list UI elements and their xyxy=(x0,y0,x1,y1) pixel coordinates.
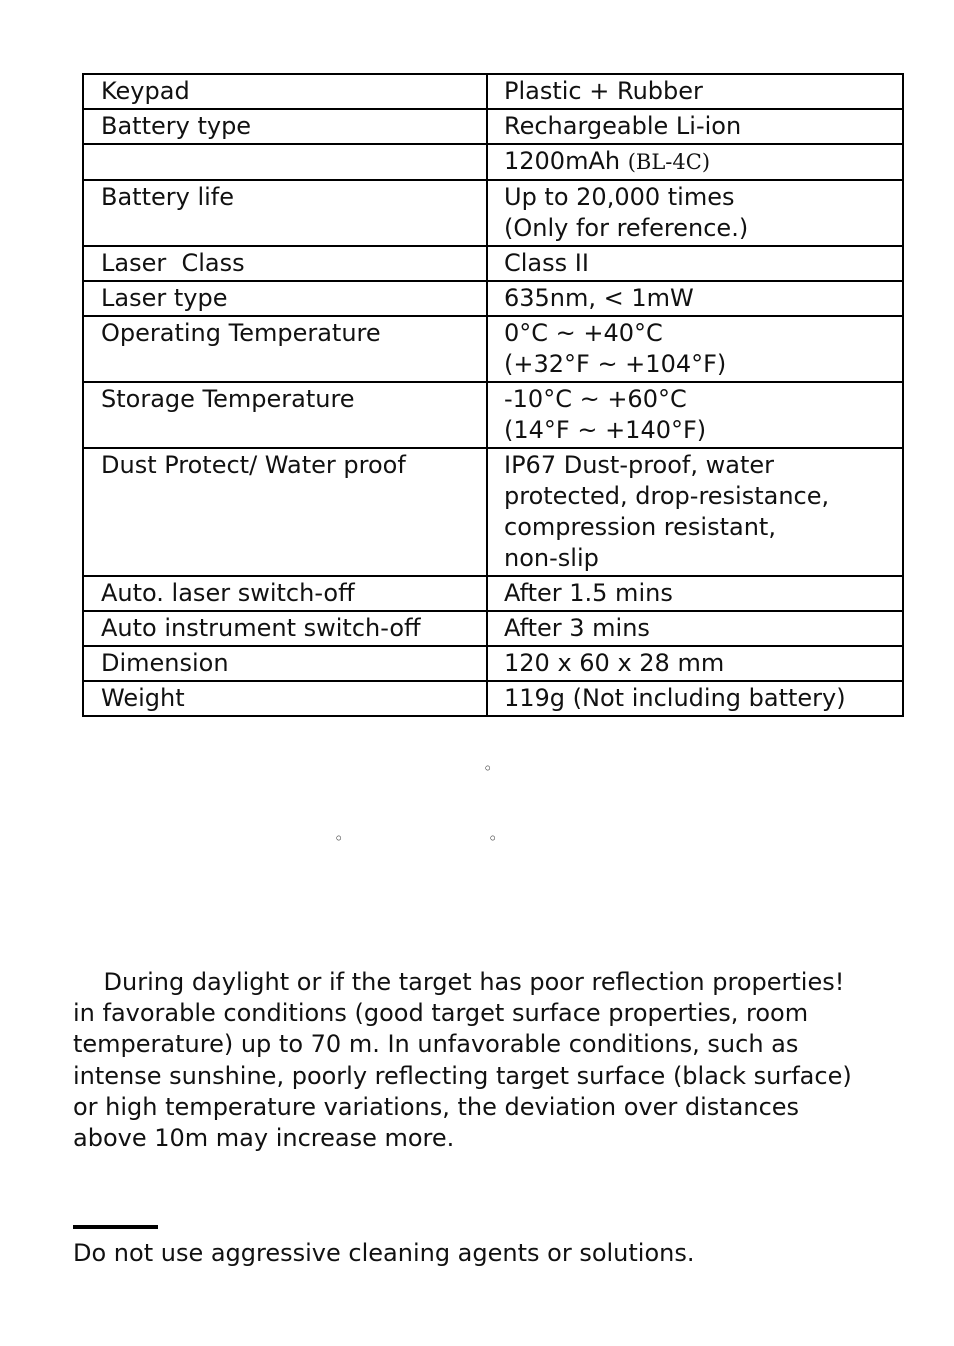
spec-row xyxy=(83,109,903,144)
spec-value xyxy=(487,382,903,448)
spec-label: Storage Temperature xyxy=(83,382,487,448)
spec-value-line: Plastic + Rubber xyxy=(504,77,703,105)
spec-row xyxy=(83,681,903,716)
spec-value-line: After 1.5 mins xyxy=(504,579,673,607)
spec-value-line: (+32°F ~ +104°F) xyxy=(504,350,727,378)
small-circle-mark: ◦ xyxy=(483,759,493,778)
spec-row xyxy=(83,382,903,448)
spec-value xyxy=(487,109,903,144)
spec-row xyxy=(83,144,903,180)
spec-label xyxy=(83,144,487,180)
spec-value-line: 635nm, < 1mW xyxy=(504,284,694,312)
spec-row xyxy=(83,246,903,281)
spec-row xyxy=(83,448,903,576)
battery-model-note: (BL-4C) xyxy=(627,150,711,174)
spec-label: Weight xyxy=(83,681,487,716)
spec-value-line: (Only for reference.) xyxy=(504,214,749,242)
spec-value xyxy=(487,448,903,576)
spec-value-line: Rechargeable Li-ion xyxy=(504,112,742,140)
specifications-table-body xyxy=(83,74,903,716)
paragraph-line: above 10m may increase more. xyxy=(73,1124,455,1153)
paragraph-line: temperature) up to 70 m. In unfavorable conditions, such as xyxy=(73,1030,799,1059)
spec-value-line: protected, drop-resistance, xyxy=(504,482,830,510)
spec-value xyxy=(487,576,903,611)
spec-value xyxy=(487,316,903,382)
spec-value-text: 1200mAh xyxy=(504,147,628,175)
spec-value xyxy=(487,611,903,646)
spec-value-line: 119g (Not including battery) xyxy=(504,684,846,712)
spec-value-line: 0°C ~ +40°C xyxy=(504,319,663,347)
spec-label: Laser type xyxy=(83,281,487,316)
specifications-table xyxy=(82,73,904,717)
spec-row xyxy=(83,180,903,246)
spec-label: Battery life xyxy=(83,180,487,246)
spec-value xyxy=(487,281,903,316)
paragraph-line: or high temperature variations, the deviation over distances xyxy=(73,1092,800,1121)
spec-value-line: 120 x 60 x 28 mm xyxy=(504,649,725,677)
spec-value-line: Class II xyxy=(504,249,589,277)
spec-label: Battery type xyxy=(83,109,487,144)
spec-row xyxy=(83,281,903,316)
spec-value-line: Up to 20,000 times xyxy=(504,183,735,211)
spec-value-line: IP67 Dust-proof, water xyxy=(504,451,775,479)
accuracy-paragraph xyxy=(73,967,933,1154)
spec-row xyxy=(83,316,903,382)
spec-value-line xyxy=(504,146,896,178)
small-circle-mark: ◦ xyxy=(334,829,344,848)
spec-value xyxy=(487,74,903,109)
spec-value xyxy=(487,646,903,681)
spec-row xyxy=(83,611,903,646)
paragraph-line: During daylight or if the target has poor reflection properties! xyxy=(73,968,845,996)
spec-value xyxy=(487,180,903,246)
spec-row xyxy=(83,646,903,681)
spec-label: Dimension xyxy=(83,646,487,681)
paragraph-line: intense sunshine, poorly reflecting target surface (black surface) xyxy=(73,1061,852,1090)
spec-row xyxy=(83,74,903,109)
spec-value-line: -10°C ~ +60°C xyxy=(504,385,687,413)
spec-value-line: non-slip xyxy=(504,544,599,572)
spec-value-line: After 3 mins xyxy=(504,614,650,642)
spec-value-line: (14°F ~ +140°F) xyxy=(504,416,707,444)
spec-label: Operating Temperature xyxy=(83,316,487,382)
spec-label: Dust Protect/ Water proof xyxy=(83,448,487,576)
small-circle-mark: ◦ xyxy=(488,829,498,848)
spec-value-line: compression resistant, xyxy=(504,513,776,541)
spec-label: Keypad xyxy=(83,74,487,109)
spec-value xyxy=(487,681,903,716)
spec-value xyxy=(487,144,903,180)
spec-label: Laser Class xyxy=(83,246,487,281)
section-underline xyxy=(73,1225,158,1229)
spec-label: Auto. laser switch-off xyxy=(83,576,487,611)
spec-value xyxy=(487,246,903,281)
spec-label: Auto instrument switch-off xyxy=(83,611,487,646)
spec-row xyxy=(83,576,903,611)
care-instruction: Do not use aggressive cleaning agents or solutions. xyxy=(73,1239,695,1267)
paragraph-line: in favorable conditions (good target surface properties, room xyxy=(73,999,809,1028)
